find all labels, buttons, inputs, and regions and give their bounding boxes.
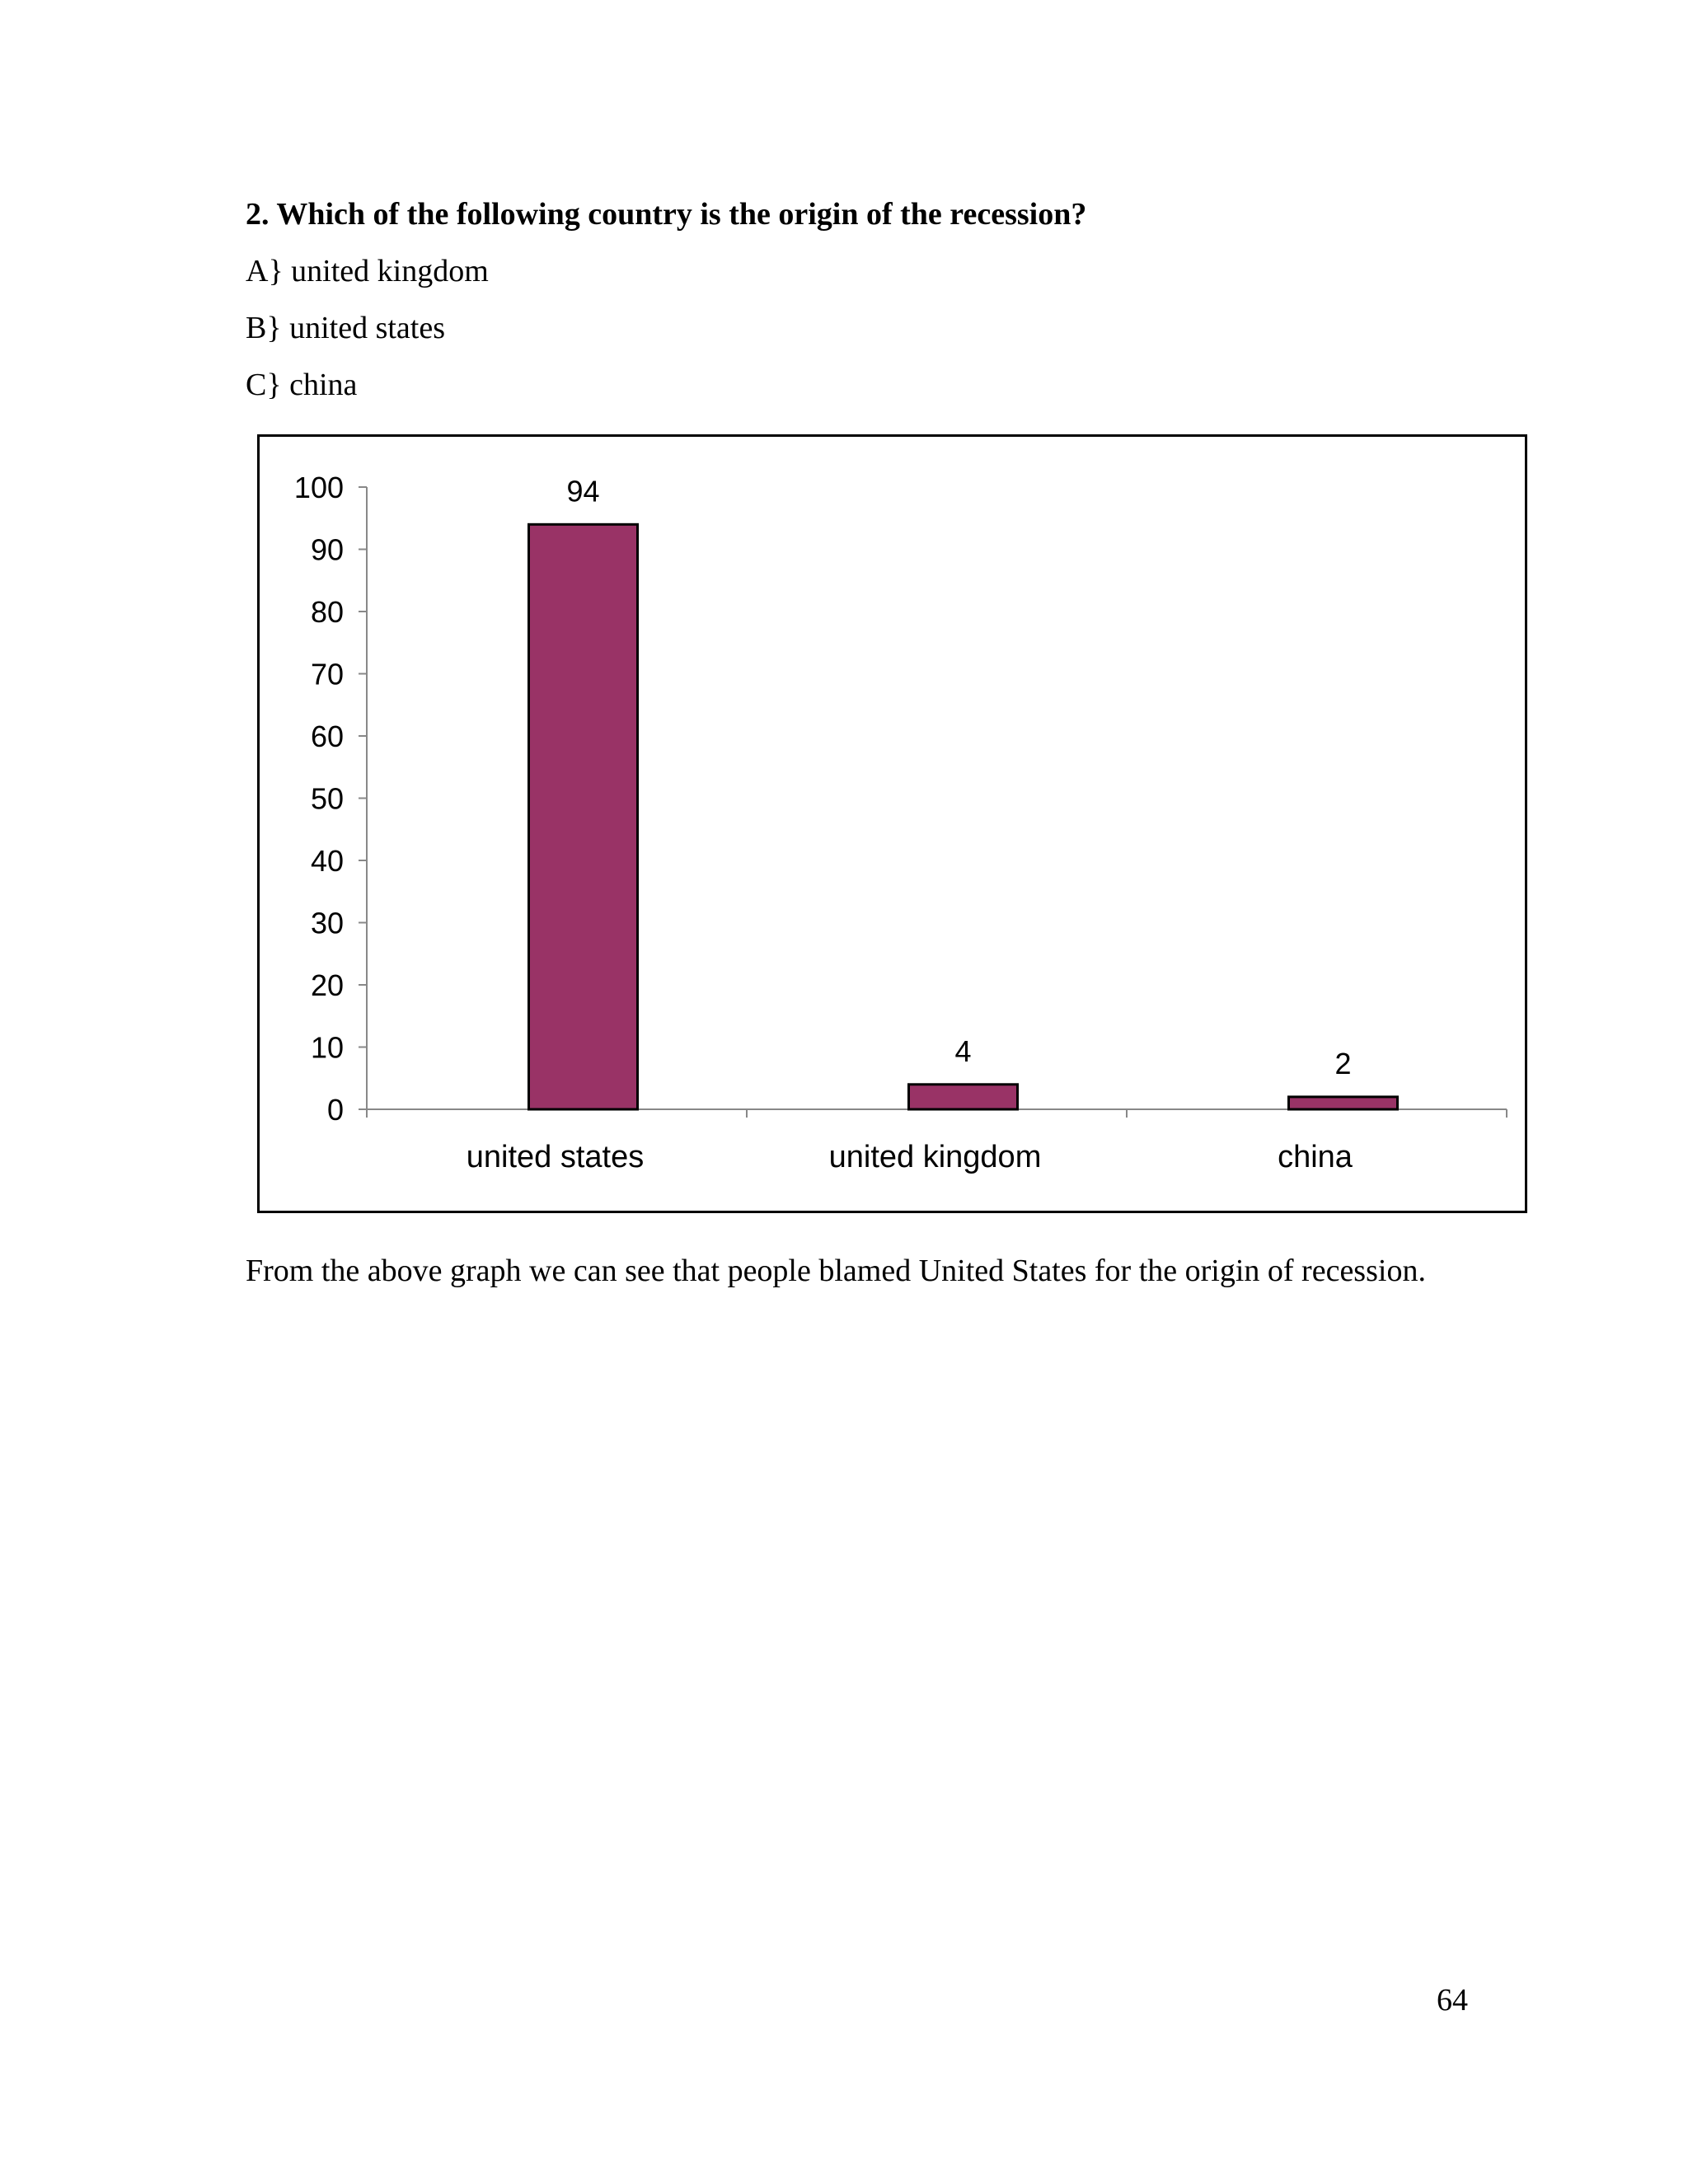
data-label: 94 xyxy=(566,474,600,509)
bar-chart xyxy=(260,437,1530,1216)
x-category-label: united kingdom xyxy=(828,1140,1042,1174)
bar-united-kingdom xyxy=(909,1085,1018,1109)
y-tick-label: 100 xyxy=(293,471,344,504)
x-category-label: united states xyxy=(466,1140,645,1174)
option-c: C} china xyxy=(246,368,358,402)
y-tick-label: 70 xyxy=(310,657,344,691)
y-tick-label: 60 xyxy=(310,719,344,753)
x-category-label: china xyxy=(1278,1140,1353,1174)
y-tick-label: 0 xyxy=(326,1093,344,1127)
y-tick-label: 50 xyxy=(310,781,344,816)
data-label: 4 xyxy=(954,1033,972,1068)
y-tick-label: 30 xyxy=(310,906,344,940)
question-title: 2. Which of the following country is the origin of the recession? xyxy=(246,197,1087,232)
y-tick-label: 10 xyxy=(310,1030,344,1065)
y-tick-label: 20 xyxy=(310,968,344,1002)
data-label: 2 xyxy=(1334,1046,1352,1080)
bar-united-states xyxy=(529,524,638,1109)
page-number: 64 xyxy=(1437,1983,1468,2018)
conclusion-text: From the above graph we can see that people blamed United States for the origin of recession. xyxy=(246,1254,1426,1288)
bar-chart-frame xyxy=(257,434,1527,1213)
bar-china xyxy=(1289,1097,1398,1109)
y-tick-label: 40 xyxy=(310,844,344,878)
y-tick-label: 90 xyxy=(310,532,344,567)
option-a: A} united kingdom xyxy=(246,254,489,288)
option-b: B} united states xyxy=(246,311,445,345)
y-tick-label: 80 xyxy=(310,595,344,629)
